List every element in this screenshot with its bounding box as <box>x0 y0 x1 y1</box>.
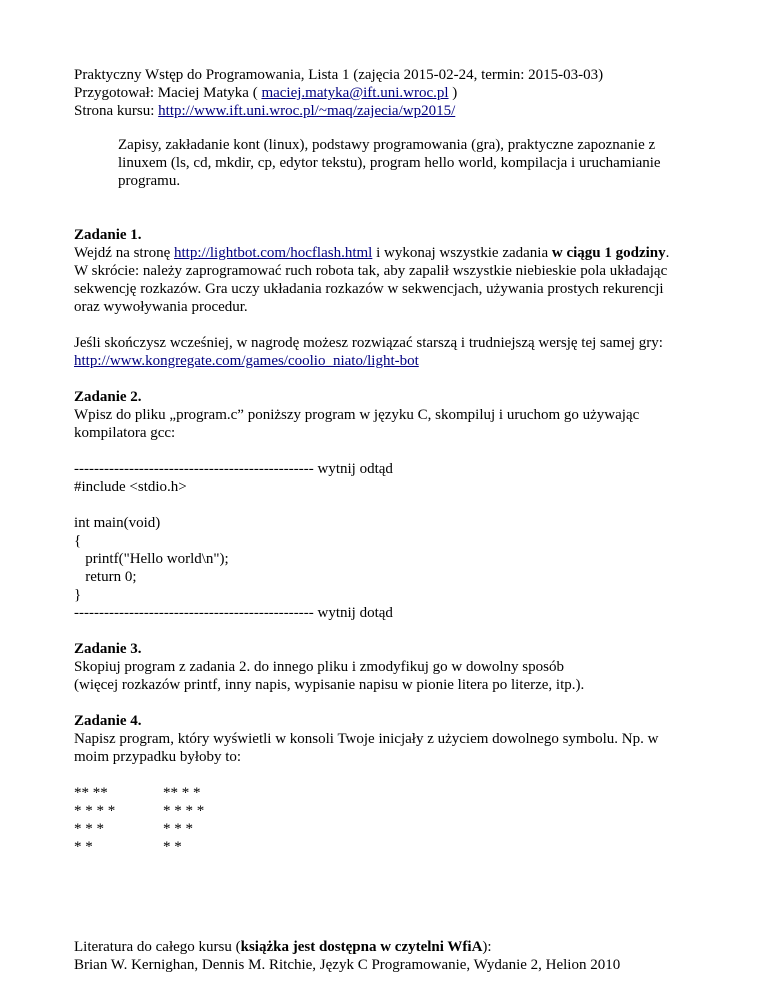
footer <box>74 938 704 974</box>
task-4-line: Napisz program, który wyświetli w konsoli Twoje inicjały z użyciem dowolnego symbolu. Np. w <box>74 731 659 747</box>
task-4-heading: Zadanie 4. <box>74 713 142 729</box>
book-line: Brian W. Kernighan, Dennis M. Ritchie, Język C Programowanie, Wydanie 2, Helion 2010 <box>74 957 621 973</box>
initials-left-row: ** ** <box>74 785 108 801</box>
initials-left-row: * * <box>74 839 93 855</box>
task-1-line: W skrócie: należy zaprogramować ruch robota tak, aby zapalił wszystkie niebieskie pola układając <box>74 263 668 279</box>
initials-right-row: ** * * <box>163 785 201 801</box>
initials-right-row: * * * * <box>163 803 205 819</box>
course-prefix: Strona kursu: <box>74 103 159 119</box>
initials-right-row: * * <box>163 839 182 855</box>
course-url-link[interactable]: http://www.ift.uni.wroc.pl/~maq/zajecia/wp2015/ <box>158 103 456 119</box>
task-2-line: kompilatora gcc: <box>74 425 176 441</box>
literature-suffix: ): <box>482 939 492 955</box>
kongregate-link[interactable]: http://www.kongregate.com/games/coolio_niato/light-bot <box>74 353 419 369</box>
task-1 <box>74 226 704 370</box>
task-1-bold: w ciągu 1 godziny <box>551 245 666 261</box>
summary-line: Zapisy, zakładanie kont (linux), podstawy programowania (gra), praktyczne zapoznanie z <box>118 137 656 153</box>
task-3-line: (więcej rozkazów printf, inny napis, wypisanie napisu w pionie litera po literze, itp.). <box>74 677 585 693</box>
task-1-middle: i wykonaj wszystkie zadania <box>372 245 552 261</box>
task-1-extra <box>74 334 704 370</box>
code-block <box>74 460 704 622</box>
task-1-line: sekwencję rozkazów. Gra uczy układania rozkazów w sekwencjach, używania prostych rekurencji <box>74 281 664 297</box>
code-line: } <box>74 587 82 603</box>
summary <box>118 136 704 190</box>
task-1-extra-line: Jeśli skończysz wcześniej, w nagrodę możesz rozwiązać starszą i trudniejszą wersję tej samej gry: <box>74 335 663 351</box>
initials-left-row: * * * <box>74 821 104 837</box>
task-1-extra-link-line <box>74 352 704 370</box>
literature-bold: książka jest dostępna w czytelni WfiA <box>240 939 483 955</box>
code-start-marker: ------------------------------------------------ wytnij odtąd <box>74 461 393 477</box>
code-line: { <box>74 533 82 549</box>
task-1-line <box>74 244 704 262</box>
code-line: printf("Hello world\n"); <box>74 551 229 567</box>
author-line <box>74 84 704 102</box>
initials-right-row: * * * <box>163 821 193 837</box>
task-4 <box>74 712 704 856</box>
literature-prefix: Literatura do całego kursu ( <box>74 939 241 955</box>
task-1-heading: Zadanie 1. <box>74 227 142 243</box>
title-line: Praktyczny Wstęp do Programowania, Lista 1 (zajęcia 2015-02-24, termin: 2015-03-03) <box>74 67 604 83</box>
code-line <box>74 496 704 514</box>
task-3-heading: Zadanie 3. <box>74 641 142 657</box>
author-email-link[interactable]: maciej.matyka@ift.uni.wroc.pl <box>261 85 449 101</box>
initials-art <box>74 784 704 856</box>
code-end-marker: ------------------------------------------------ wytnij dotąd <box>74 605 393 621</box>
task-4-line: moim przypadku byłoby to: <box>74 749 242 765</box>
code-line: return 0; <box>74 569 137 585</box>
task-3 <box>74 640 704 694</box>
task-1-line: oraz wywoływania procedur. <box>74 299 248 315</box>
summary-line: programu. <box>118 173 181 189</box>
code-line: #include <stdio.h> <box>74 479 187 495</box>
course-line <box>74 102 704 120</box>
author-prefix: Przygotował: Maciej Matyka ( <box>74 85 262 101</box>
summary-line: linuxem (ls, cd, mkdir, cp, edytor tekstu), program hello world, kompilacja i uruchamianie <box>118 155 661 171</box>
task-1-suffix: . <box>665 245 670 261</box>
lightbot-link[interactable]: http://lightbot.com/hocflash.html <box>174 245 373 261</box>
task-2-line: Wpisz do pliku „program.c” poniższy program w języku C, skompiluj i uruchom go używając <box>74 407 640 423</box>
author-suffix: ) <box>448 85 458 101</box>
document-page <box>74 66 704 974</box>
code-line: int main(void) <box>74 515 161 531</box>
initials-left-row: * * * * <box>74 803 116 819</box>
literature-line <box>74 938 704 956</box>
task-2 <box>74 388 704 622</box>
task-1-prefix: Wejdź na stronę <box>74 245 175 261</box>
task-3-line: Skopiuj program z zadania 2. do innego pliku i zmodyfikuj go w dowolny sposób <box>74 659 564 675</box>
task-2-heading: Zadanie 2. <box>74 389 142 405</box>
header <box>74 66 704 120</box>
